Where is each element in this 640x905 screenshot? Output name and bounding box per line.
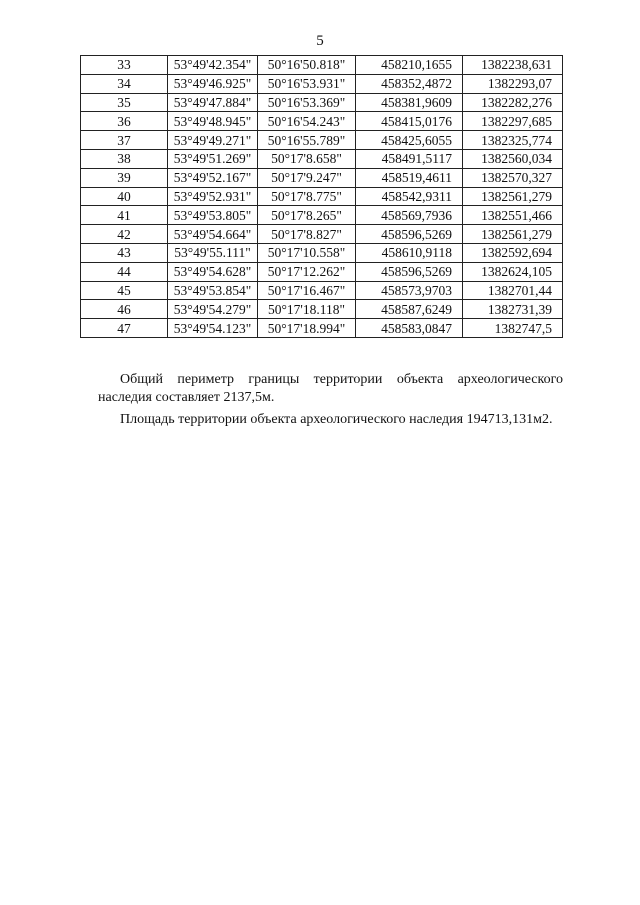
x-coordinate-cell: 458519,4611	[356, 168, 463, 187]
x-coordinate-cell: 458381,9609	[356, 93, 463, 112]
point-number-cell: 41	[81, 206, 168, 225]
longitude-cell: 50°17'8.658"	[258, 149, 356, 168]
x-coordinate-cell: 458542,9311	[356, 187, 463, 206]
y-coordinate-cell: 1382325,774	[463, 131, 563, 150]
table-row	[81, 56, 563, 75]
point-number-cell: 34	[81, 74, 168, 93]
latitude-cell: 53°49'53.854"	[168, 281, 258, 300]
longitude-cell: 50°16'54.243"	[258, 112, 356, 131]
latitude-cell: 53°49'47.884"	[168, 93, 258, 112]
latitude-cell: 53°49'54.123"	[168, 319, 258, 338]
x-coordinate-cell: 458610,9118	[356, 243, 463, 262]
latitude-cell: 53°49'49.271"	[168, 131, 258, 150]
longitude-cell: 50°16'55.789"	[258, 131, 356, 150]
latitude-cell: 53°49'42.354"	[168, 56, 258, 75]
y-coordinate-cell: 1382570,327	[463, 168, 563, 187]
x-coordinate-cell: 458491,5117	[356, 149, 463, 168]
latitude-cell: 53°49'48.945"	[168, 112, 258, 131]
longitude-cell: 50°17'10.558"	[258, 243, 356, 262]
y-coordinate-cell: 1382551,466	[463, 206, 563, 225]
latitude-cell: 53°49'52.931"	[168, 187, 258, 206]
x-coordinate-cell: 458573,9703	[356, 281, 463, 300]
page-number: 5	[316, 33, 324, 49]
latitude-cell: 53°49'55.111"	[168, 243, 258, 262]
point-number-cell: 37	[81, 131, 168, 150]
perimeter-text: Общий периметр границы территории объекта археологического наследия составляет 2137,5м.	[98, 372, 563, 405]
point-number-cell: 43	[81, 243, 168, 262]
table-row	[81, 131, 563, 150]
longitude-cell: 50°17'12.262"	[258, 262, 356, 281]
latitude-cell: 53°49'51.269"	[168, 149, 258, 168]
table-row	[81, 281, 563, 300]
x-coordinate-cell: 458425,6055	[356, 131, 463, 150]
table-row	[81, 112, 563, 131]
point-number-cell: 35	[81, 93, 168, 112]
longitude-cell: 50°16'50.818"	[258, 56, 356, 75]
table-row	[81, 225, 563, 244]
longitude-cell: 50°17'9.247"	[258, 168, 356, 187]
table-row	[81, 149, 563, 168]
longitude-cell: 50°17'8.827"	[258, 225, 356, 244]
latitude-cell: 53°49'46.925"	[168, 74, 258, 93]
x-coordinate-cell: 458352,4872	[356, 74, 463, 93]
longitude-cell: 50°17'18.118"	[258, 300, 356, 319]
longitude-cell: 50°17'18.994"	[258, 319, 356, 338]
y-coordinate-cell: 1382561,279	[463, 225, 563, 244]
y-coordinate-cell: 1382238,631	[463, 56, 563, 75]
latitude-cell: 53°49'54.664"	[168, 225, 258, 244]
y-coordinate-cell: 1382297,685	[463, 112, 563, 131]
y-coordinate-cell: 1382293,07	[463, 74, 563, 93]
table-row	[81, 206, 563, 225]
point-number-cell: 39	[81, 168, 168, 187]
table-row	[81, 187, 563, 206]
coordinates-table-body	[81, 56, 563, 338]
latitude-cell: 53°49'54.279"	[168, 300, 258, 319]
table-row	[81, 93, 563, 112]
table-row	[81, 74, 563, 93]
table-row	[81, 300, 563, 319]
y-coordinate-cell: 1382731,39	[463, 300, 563, 319]
point-number-cell: 33	[81, 56, 168, 75]
latitude-cell: 53°49'52.167"	[168, 168, 258, 187]
x-coordinate-cell: 458596,5269	[356, 225, 463, 244]
point-number-cell: 40	[81, 187, 168, 206]
point-number-cell: 46	[81, 300, 168, 319]
point-number-cell: 36	[81, 112, 168, 131]
x-coordinate-cell: 458415,0176	[356, 112, 463, 131]
longitude-cell: 50°17'8.265"	[258, 206, 356, 225]
y-coordinate-cell: 1382747,5	[463, 319, 563, 338]
y-coordinate-cell: 1382561,279	[463, 187, 563, 206]
point-number-cell: 42	[81, 225, 168, 244]
latitude-cell: 53°49'53.805"	[168, 206, 258, 225]
notes	[98, 371, 563, 429]
longitude-cell: 50°16'53.369"	[258, 93, 356, 112]
y-coordinate-cell: 1382282,276	[463, 93, 563, 112]
point-number-cell: 47	[81, 319, 168, 338]
longitude-cell: 50°17'16.467"	[258, 281, 356, 300]
y-coordinate-cell: 1382560,034	[463, 149, 563, 168]
table-row	[81, 319, 563, 338]
y-coordinate-cell: 1382701,44	[463, 281, 563, 300]
table-row	[81, 168, 563, 187]
y-coordinate-cell: 1382624,105	[463, 262, 563, 281]
x-coordinate-cell: 458569,7936	[356, 206, 463, 225]
longitude-cell: 50°17'8.775"	[258, 187, 356, 206]
x-coordinate-cell: 458587,6249	[356, 300, 463, 319]
area-text: Площадь территории объекта археологического наследия 194713,131м2.	[120, 412, 553, 427]
point-number-cell: 38	[81, 149, 168, 168]
point-number-cell: 44	[81, 262, 168, 281]
x-coordinate-cell: 458596,5269	[356, 262, 463, 281]
table-row	[81, 243, 563, 262]
coordinates-table	[80, 55, 563, 338]
x-coordinate-cell: 458583,0847	[356, 319, 463, 338]
longitude-cell: 50°16'53.931"	[258, 74, 356, 93]
point-number-cell: 45	[81, 281, 168, 300]
table-row	[81, 262, 563, 281]
latitude-cell: 53°49'54.628"	[168, 262, 258, 281]
y-coordinate-cell: 1382592,694	[463, 243, 563, 262]
x-coordinate-cell: 458210,1655	[356, 56, 463, 75]
